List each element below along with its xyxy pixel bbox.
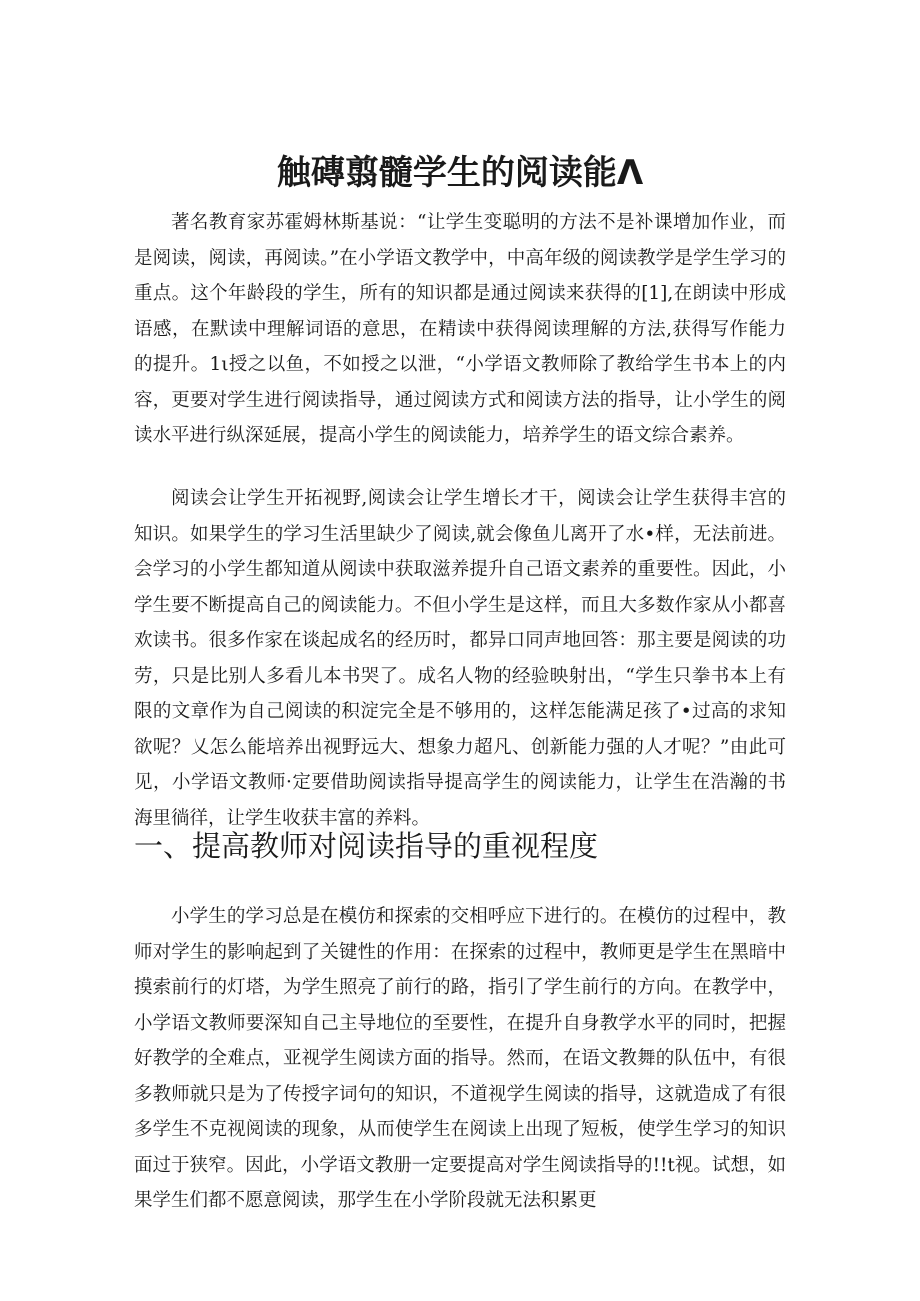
paragraph-intro: 著名教育家苏霍姆林斯基说：“让学生变聪明的方法不是补课增加作业，而是阅读，阅读，再阅读。”在小学语文教学中，中高年级的阅读教学是学生学习的重点。这个年龄段的学生，所有的知识都是通过阅读来获得的[1],在朗读中形成语感，在默读中理解词语的意思，在精读中获得阅读理解的方法,获得写作能力的提升。1ι授之以鱼，不如授之以泄，“小学语文教师除了教给学生书本上的内容，更要对学生进行阅读指导，通过阅读方式和阅读方法的指导，让小学生的阅读水平进行纵深延展，提高小学生的阅读能力，培养学生的语文综合素养。	[134, 212, 786, 446]
document-title: 触磚翦髓学生的阅读能Λ	[276, 152, 644, 193]
section-paragraph: 小学生的学习总是在模仿和探索的交相呼应下进行的。在模仿的过程中，教师对学生的影响起到了关键性的作用：在探索的过程中，教师更是学生在黑暗中摸索前行的灯塔，为学生照亮了前行的路，指引了学生前行的方向。在教学中，小学语文教师要深知自己主导地位的至要性，在提升自身教学水平的同时，把握好教学的全难点，亚视学生阅读方面的指导。然而，在语文教舞的队伍中，有很多教师就只是为了传授字词句的知识，不道视学生阅读的指导，这就造成了有很多学生不克视阅读的现象，从而使学生在阅读上出现了短板，使学生学习的知识面过于狭窄。因此，小学语文教册一定要提高对学生阅读指导的!!t视。试想，如果学生们都不愿意阅读，那学生在小学阶段就无法积累更	[134, 906, 786, 1211]
paragraph-second: 阅读会让学生开拓视野,阅读会让学生增长才干，阅读会让学生获得丰宫的知识。如果学生的学习生活里缺少了阅读,就会像鱼儿离开了水•样，无法前进。会学习的小学生都知道从阅读中获取滋养提升自己语文素养的重要性。因此，小学生要不断提高自己的阅读能力。不但小学生是这样，而且大多数作家从小都喜欢读书。很多作家在谈起成名的经历时，都异口同声地回答：那主要是阅读的功劳，只是比别人多看儿本书哭了。成名人物的经验映射出，“学生只拳书本上有限的文章作为自己阅读的积淀完全是不够用的，这样怎能满足孩了•过高的求知欲呢？乂怎么能培养出视野远大、想象力超凡、创新能力强的人才呢？”由此可见，小学语文教师·定要借助阅读指导提高学生的阅读能力，让学生在浩瀚的书海里徜徉，让学生收获丰富的养料。	[134, 488, 786, 829]
section-heading: 一、提高教师对阅读指导的重视程度	[134, 829, 599, 863]
